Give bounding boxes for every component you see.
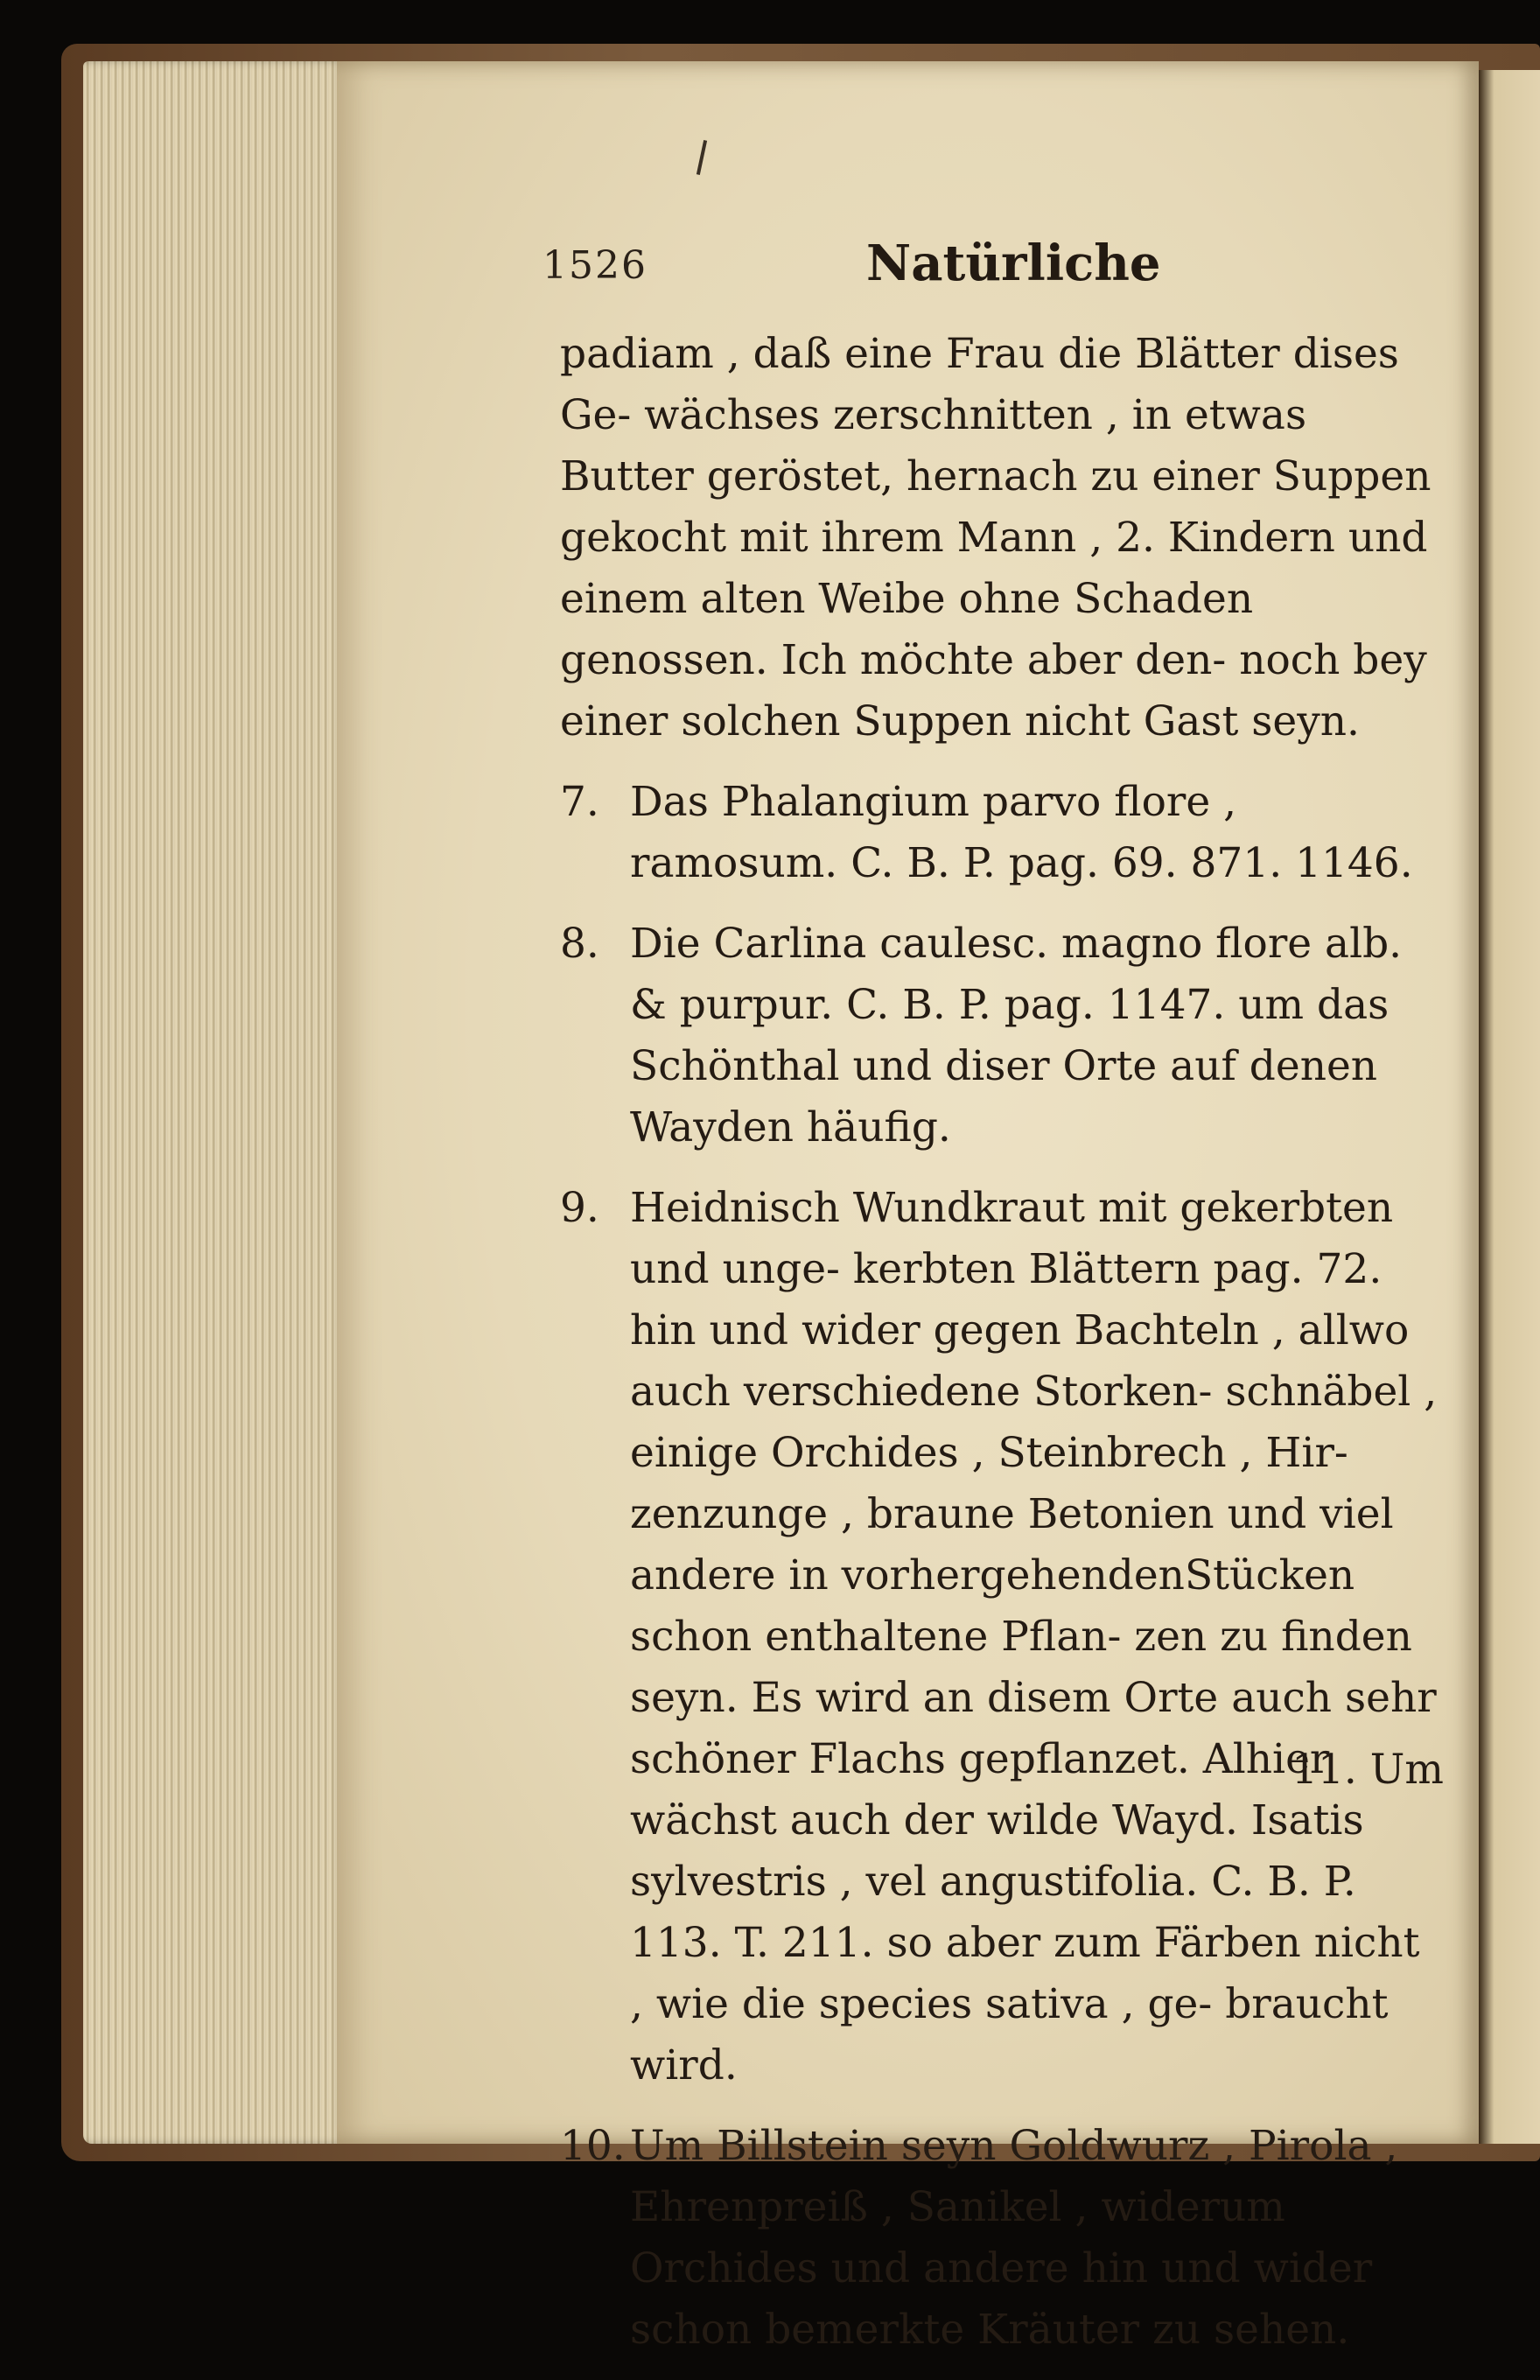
entry-number: 8. [560, 920, 599, 968]
entry-text: Um Billstein seyn Goldwurz , Pirola , Ehrenpreiß , Sanikel , widerum Orchides und andere hin und wider schon bemerkte Kräuter zu sehen. [630, 2122, 1398, 2354]
numbered-entry [560, 1178, 1444, 2096]
page-edges [83, 61, 346, 2144]
entry-number: 9. [560, 1184, 599, 1232]
entry-number: 10. [560, 2122, 626, 2170]
paragraph-continued: padiam , daß eine Frau die Blätter dises Ge- wächses zerschnitten , in etwas Butter geröstet, hernach zu einer Suppen gekocht mit ihrem Mann , 2. Kindern und einem alten Weibe ohne Schaden genossen. Ich möchte aber den- noch bey einer solchen Suppen nicht Gast seyn. [560, 330, 1432, 746]
entry-text: Das Phalangium parvo flore , ramosum. C. B. P. pag. 69. 871. 1146. [630, 778, 1413, 887]
page-body [560, 324, 1444, 2380]
catchword: 11. Um [1292, 1746, 1444, 1794]
facing-page-edge [1479, 70, 1540, 2144]
running-head: Natürliche [866, 234, 1161, 292]
page-number: 1526 [542, 243, 648, 288]
numbered-entry [560, 2116, 1444, 2361]
entry-text: Die Carlina caulesc. magno flore alb. & purpur. C. B. P. pag. 1147. um das Schönthal und diser Orte auf denen Wayden häufig. [630, 920, 1403, 1152]
numbered-entry [560, 772, 1444, 894]
numbered-entry [560, 914, 1444, 1158]
entry-text: Heidnisch Wundkraut mit gekerbten und unge- kerbten Blättern pag. 72. hin und wider gegen Bachteln , allwo auch verschiedene Storken- schnäbel , einige Orchides , Steinbrech , Hir- zenzunge , braune Betonien und viel andere in vorhergehendenStücken schon enthaltene Pflan- zen zu finden seyn. Es wird an disem Orte auch sehr schöner Flachs gepflanzet. Alhier wächst auch der wilde Wayd. Isatis sylvestris , vel angustifolia. C. B. P. 113. T. 211. so aber zum Färben nicht , wie die species sativa , ge- braucht wird. [630, 1184, 1438, 2090]
entry-number: 7. [560, 778, 599, 826]
